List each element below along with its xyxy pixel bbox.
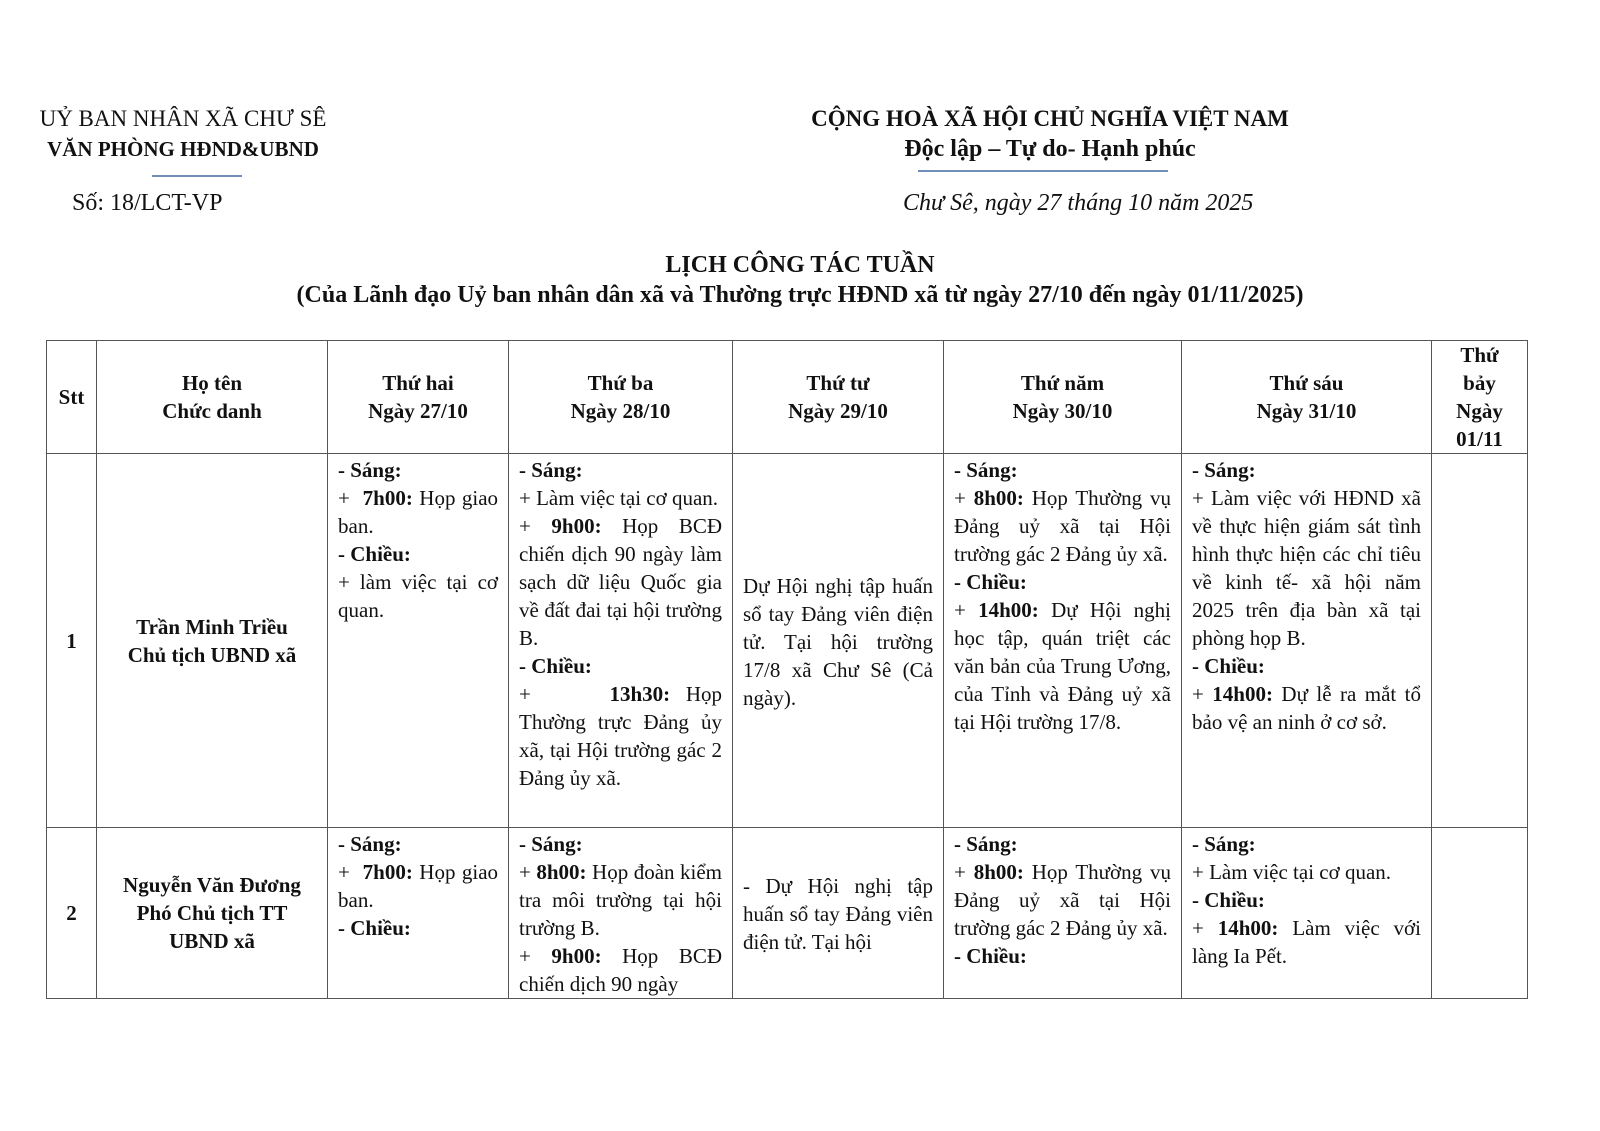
cell-monday	[328, 828, 509, 999]
item-time: 13h30:	[609, 682, 671, 706]
schedule-item: Dự Hội nghị tập huấn sổ tay Đảng viên điện tử. Tại hội trường 17/8 xã Chư Sê (Cả ngày).	[743, 573, 933, 710]
item-time: 8h00:	[973, 860, 1024, 884]
header-stt: Stt	[47, 341, 97, 454]
header-sat-l1: Thứ	[1460, 343, 1499, 367]
document-title	[0, 250, 1600, 310]
cell-wednesday	[733, 828, 944, 999]
person-title: Phó Chủ tịch TT	[136, 901, 288, 925]
schedule-item: + 14h00: Dự Hội nghị học tập, quán triệt các văn bản của Trung Ương, của Tỉnh và Đảng uỷ xã tại Hội trường 17/8.	[954, 598, 1172, 734]
header-tuesday	[509, 341, 733, 454]
agency-header	[0, 104, 366, 164]
morning-label: - Sáng:	[338, 458, 402, 482]
table-header-row	[47, 341, 1528, 454]
row-stt: 1	[47, 454, 97, 828]
cell-saturday	[1432, 454, 1528, 828]
schedule-item: + 8h00: Họp Thường vụ Đảng uỷ xã tại Hội trường gác 2 Đảng ủy xã.	[954, 486, 1171, 566]
morning-label: - Sáng:	[1192, 458, 1256, 482]
item-time: 14h00:	[1212, 682, 1273, 706]
item-text: Họp Thường trực Đảng ủy xã, tại Hội trường gác 2 Đảng ủy xã.	[519, 682, 723, 790]
afternoon-label: - Chiều:	[1192, 888, 1265, 912]
header-name-l2: Chức danh	[162, 399, 262, 423]
row-stt: 2	[47, 828, 97, 999]
item-time: 7h00:	[362, 486, 413, 510]
header-wednesday	[733, 341, 944, 454]
cell-friday	[1182, 828, 1432, 999]
header-wed-day: Thứ tư	[806, 371, 870, 395]
row-person	[97, 454, 328, 828]
item-text: Họp giao ban.	[338, 486, 499, 538]
schedule-table	[46, 340, 1528, 999]
header-name	[97, 341, 328, 454]
item-time: 8h00:	[536, 860, 587, 884]
header-mon-date: Ngày 27/10	[368, 399, 468, 423]
schedule-item: + 7h00: Họp giao ban.	[338, 486, 499, 538]
morning-label: - Sáng:	[1192, 832, 1256, 856]
item-text: Họp giao ban.	[338, 860, 498, 912]
header-saturday	[1432, 341, 1528, 454]
national-motto: Độc lập – Tự do- Hạnh phúc	[904, 136, 1196, 162]
cell-thursday	[944, 454, 1182, 828]
item-time: 8h00:	[973, 486, 1024, 510]
schedule-item: - Dự Hội nghị tập huấn sổ tay Đảng viên điện tử. Tại hội	[743, 874, 933, 954]
agency-underline	[152, 175, 242, 177]
person-title-cont: UBND xã	[169, 929, 255, 953]
header-tue-day: Thứ ba	[587, 371, 654, 395]
afternoon-label: - Chiều:	[954, 944, 1027, 968]
morning-label: - Sáng:	[954, 832, 1018, 856]
title-main: LỊCH CÔNG TÁC TUẦN	[665, 252, 935, 278]
header-name-l1: Họ tên	[181, 371, 243, 395]
morning-label: - Sáng:	[338, 832, 402, 856]
header-wed-date: Ngày 29/10	[788, 399, 888, 423]
national-header	[780, 104, 1320, 164]
schedule-item: + Làm việc tại cơ quan.	[519, 486, 719, 510]
header-fri-day: Thứ sáu	[1269, 371, 1344, 395]
document-date: Chư Sê, ngày 27 tháng 10 năm 2025	[903, 190, 1254, 216]
item-text: Họp BCĐ chiến dịch 90 ngày làm sạch dữ liệu Quốc gia về đất đai tại hội trường B.	[519, 514, 723, 650]
document-number: Số: 18/LCT-VP	[72, 190, 223, 216]
item-text: Họp Thường vụ Đảng uỷ xã tại Hội trường gác 2 Đảng ủy xã.	[954, 486, 1171, 566]
title-sub: (Của Lãnh đạo Uỷ ban nhân dân xã và Thường trực HĐND xã từ ngày 27/10 đến ngày 01/11/2025)	[296, 282, 1304, 308]
schedule-item: + làm việc tại cơ quan.	[338, 570, 498, 622]
schedule-item: + 14h00: Làm việc với làng Ia Pết.	[1192, 916, 1421, 968]
item-text: Dự lễ ra mắt tổ bảo vệ an ninh ở cơ sở.	[1192, 682, 1421, 734]
national-name: CỘNG HOÀ XÃ HỘI CHỦ NGHĨA VIỆT NAM	[811, 106, 1289, 131]
header-sat-l2: bảy	[1463, 371, 1496, 395]
row-person	[97, 828, 328, 999]
person-title: Chủ tịch UBND xã	[127, 642, 297, 667]
motto-underline	[918, 170, 1168, 172]
schedule-item: + 9h00: Họp BCĐ chiến dịch 90 ngày	[519, 944, 722, 996]
office-name: VĂN PHÒNG HĐND&UBND	[47, 137, 319, 161]
table-row	[47, 828, 1528, 999]
afternoon-label: - Chiều:	[954, 570, 1027, 594]
cell-monday	[328, 454, 509, 828]
schedule-item: + 8h00: Họp đoàn kiểm tra môi trường tại hội trường B.	[519, 860, 722, 940]
header-fri-date: Ngày 31/10	[1256, 399, 1357, 423]
header-tue-date: Ngày 28/10	[570, 399, 671, 423]
header-sat-l4: 01/11	[1456, 427, 1503, 451]
header-thu-date: Ngày 30/10	[1012, 399, 1113, 423]
schedule-item: + 9h00: Họp BCĐ chiến dịch 90 ngày làm sạch dữ liệu Quốc gia về đất đai tại hội trường B.	[519, 514, 723, 650]
morning-label: - Sáng:	[519, 458, 583, 482]
schedule-item: + 7h00: Họp giao ban.	[338, 860, 498, 912]
header-thursday	[944, 341, 1182, 454]
afternoon-label: - Chiều:	[519, 654, 592, 678]
item-text: Làm việc với làng Ia Pết.	[1192, 916, 1421, 968]
cell-tuesday	[509, 828, 733, 999]
item-time: 7h00:	[362, 860, 413, 884]
morning-label: - Sáng:	[954, 458, 1018, 482]
afternoon-label: - Chiều:	[338, 916, 411, 940]
header-mon-day: Thứ hai	[382, 371, 454, 395]
cell-friday	[1182, 454, 1432, 828]
header-monday	[328, 341, 509, 454]
schedule-item: + Làm việc tại cơ quan.	[1192, 860, 1392, 884]
item-time: 14h00:	[978, 598, 1039, 622]
item-time: 9h00:	[551, 944, 602, 968]
cell-wednesday	[733, 454, 944, 828]
schedule-item: + 14h00: Dự lễ ra mắt tổ bảo vệ an ninh ở cơ sở.	[1192, 682, 1421, 734]
schedule-item: + Làm việc với HĐND xã về thực hiện giám sát tình hình thực hiện các chỉ tiêu về kinh tế- xã hội năm 2025 trên địa bàn xã tại phòng họp B.	[1192, 486, 1421, 650]
morning-label: - Sáng:	[519, 832, 583, 856]
person-name: Nguyễn Văn Đương	[123, 873, 301, 897]
item-text: Họp BCĐ chiến dịch 90 ngày	[519, 944, 722, 996]
item-time: 14h00:	[1217, 916, 1279, 940]
item-text: Họp đoàn kiểm tra môi trường tại hội trường B.	[519, 860, 722, 940]
cell-thursday	[944, 828, 1182, 999]
agency-name: UỶ BAN NHÂN XÃ CHƯ SÊ	[39, 106, 327, 131]
cell-saturday	[1432, 828, 1528, 999]
cell-tuesday	[509, 454, 733, 828]
afternoon-label: - Chiều:	[1192, 654, 1265, 678]
schedule-item: + 13h30: Họp Thường trực Đảng ủy xã, tại Hội trường gác 2 Đảng ủy xã.	[519, 682, 723, 790]
item-time: 9h00:	[551, 514, 602, 538]
schedule-item: + 8h00: Họp Thường vụ Đảng uỷ xã tại Hội trường gác 2 Đảng ủy xã.	[954, 860, 1171, 940]
item-text: Dự Hội nghị học tập, quán triệt các văn bản của Trung Ương, của Tỉnh và Đảng uỷ xã tại Hội trường 17/8.	[954, 598, 1172, 734]
item-text: Họp Thường vụ Đảng uỷ xã tại Hội trường gác 2 Đảng ủy xã.	[954, 860, 1171, 940]
header-friday	[1182, 341, 1432, 454]
table-row	[47, 454, 1528, 828]
header-thu-day: Thứ năm	[1020, 371, 1105, 395]
afternoon-label: - Chiều:	[338, 542, 411, 566]
header-sat-l3: Ngày	[1456, 399, 1503, 423]
person-name: Trần Minh Triều	[136, 614, 288, 639]
